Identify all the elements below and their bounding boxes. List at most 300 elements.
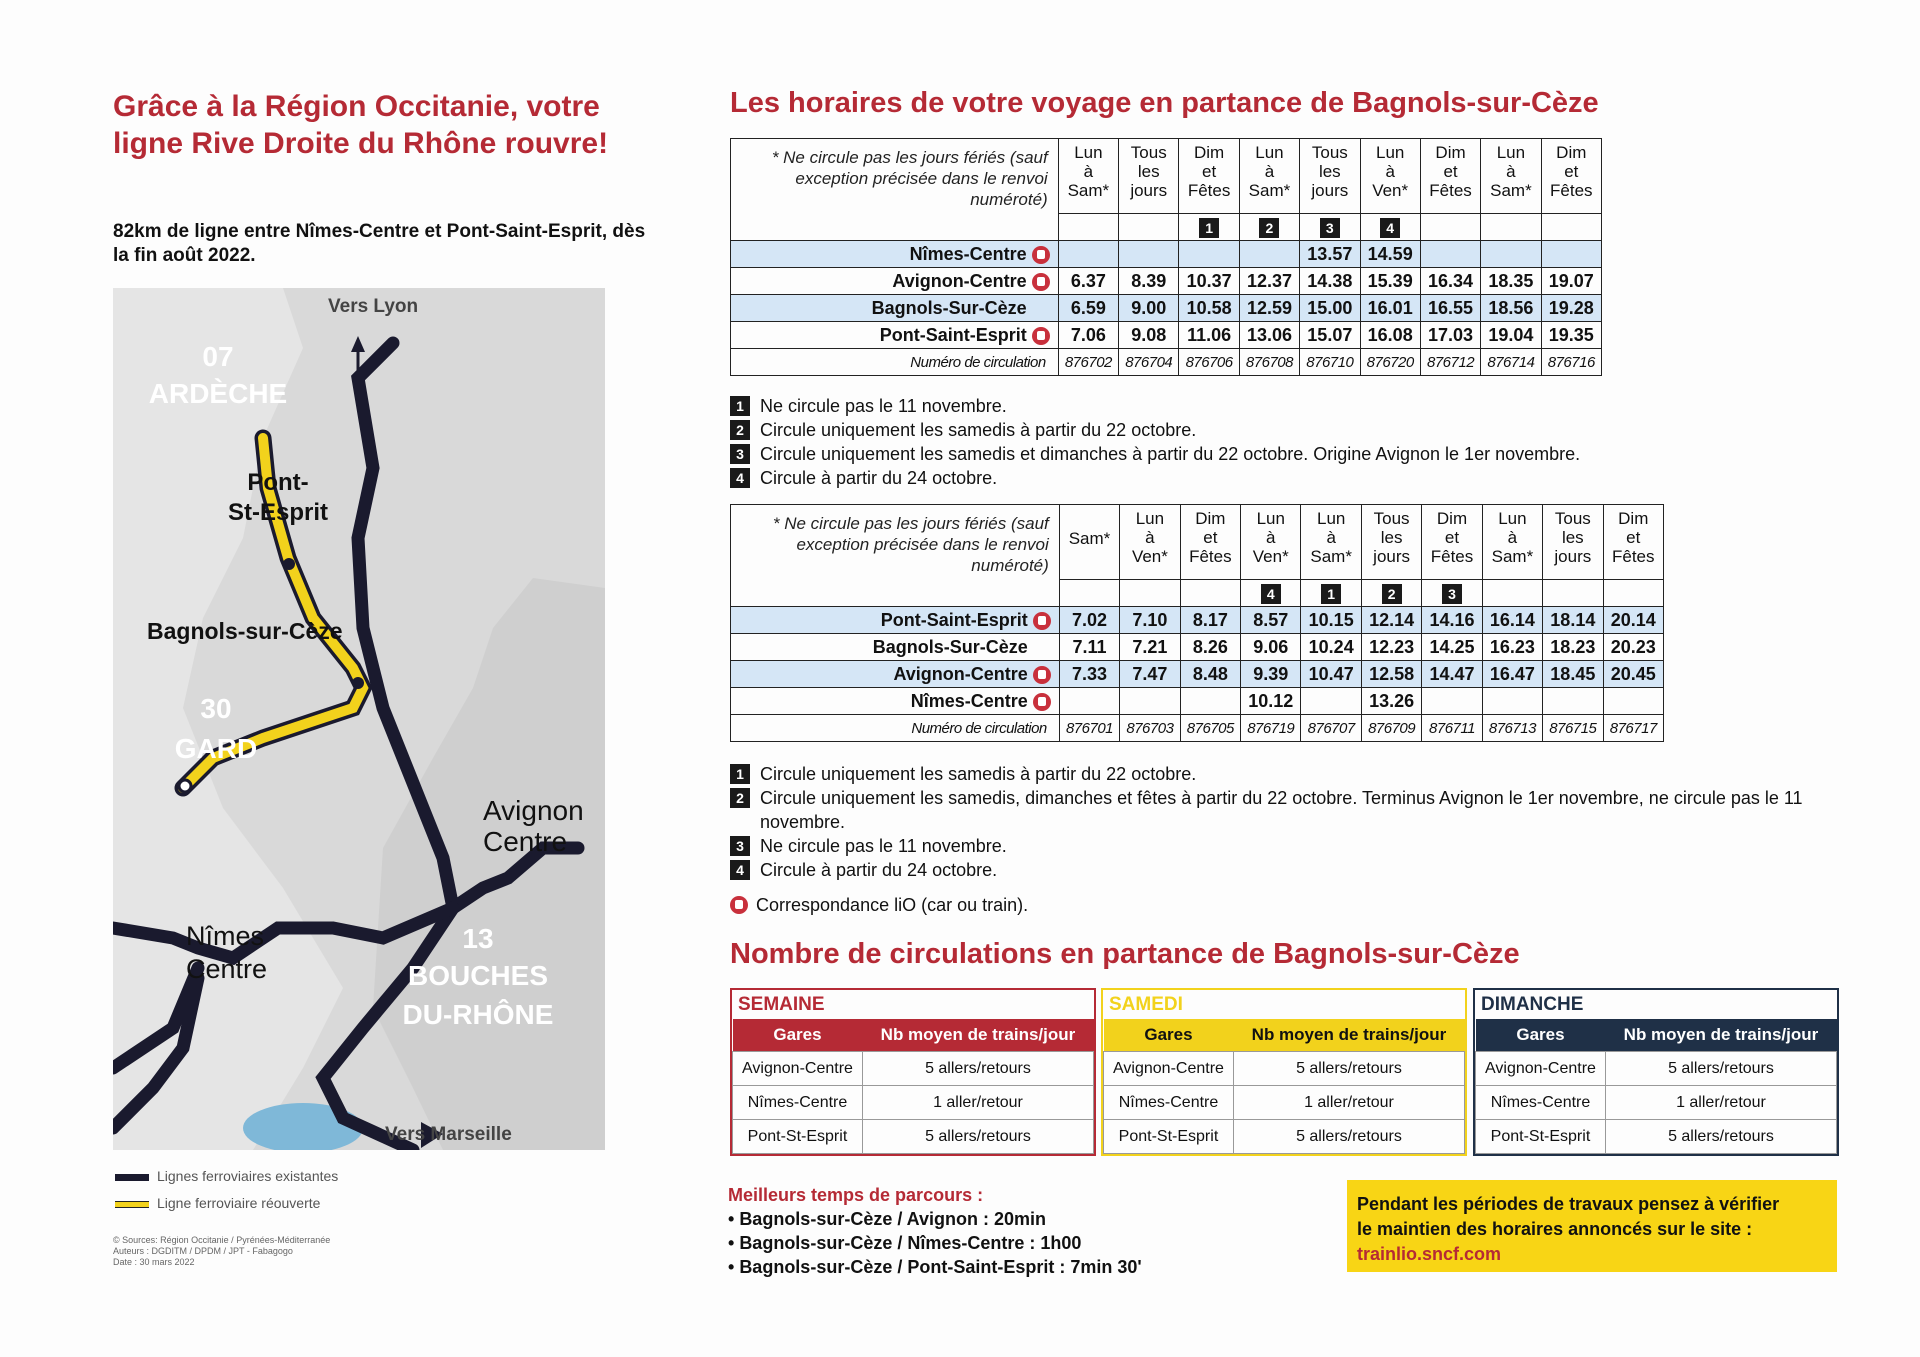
best-time-item: • Bagnols-sur-Cèze / Avignon : 20min — [728, 1209, 1047, 1229]
box-cell: Nîmes-Centre — [1104, 1086, 1234, 1120]
box-cell: 5 allers/retours — [1233, 1120, 1464, 1154]
circulation-number: 876711 — [1422, 715, 1482, 742]
footnote — [730, 834, 1830, 858]
left-subtitle: 82km de ligne entre Nîmes-Centre et Pont-Saint-Esprit, dès la fin août 2022. — [113, 221, 646, 266]
day-header — [1481, 139, 1541, 214]
time-cell: 9.00 — [1119, 295, 1179, 322]
footnote-text: Circule uniquement les samedis et dimanches à partir du 22 octobre. Origine Avignon le 1er novembre. — [760, 444, 1581, 464]
footnote-mark-cell — [1422, 580, 1482, 607]
day-header-line: à — [1326, 528, 1336, 547]
footnote — [730, 466, 1830, 490]
time-cell: 12.59 — [1239, 295, 1299, 322]
works-notice — [1347, 1180, 1837, 1272]
day-header-line: jours — [1373, 547, 1411, 566]
table-row — [731, 634, 1664, 661]
ardeche-num: 07 — [202, 341, 234, 372]
timetable-1 — [730, 138, 1602, 376]
day-header-line: à — [1507, 528, 1518, 547]
day-header-line: Sam* — [1490, 181, 1532, 200]
time-cell: 20.14 — [1603, 607, 1663, 634]
bdr-label1: BOUCHES — [407, 960, 549, 991]
table-row — [731, 661, 1664, 688]
footnote-text: Circule uniquement les samedis à partir du 22 octobre. — [760, 764, 1197, 784]
legend-existing-label: Lignes ferroviaires existantes — [157, 1168, 339, 1184]
footnote-mark-cell — [1420, 214, 1480, 241]
box-cell: Pont-St-Esprit — [733, 1120, 863, 1154]
circulation-label: Numéro de circulation — [731, 715, 1060, 742]
box-cell: 5 allers/retours — [862, 1120, 1093, 1154]
day-header-line: Dim — [1618, 509, 1649, 528]
day-header-line: à — [1506, 162, 1516, 181]
time-cell: 13.57 — [1300, 241, 1360, 268]
box-title: SAMEDI — [1109, 994, 1183, 1015]
footnote-number: 3 — [730, 836, 750, 856]
time-cell: 19.28 — [1541, 295, 1601, 322]
footnote-mark-cell — [1301, 580, 1361, 607]
circulation-number: 876702 — [1058, 349, 1118, 376]
best-times — [728, 1183, 1142, 1279]
day-header-line: jours — [1130, 181, 1168, 200]
time-cell: 6.37 — [1058, 268, 1118, 295]
day-header-line: Ven* — [1252, 547, 1289, 566]
day-header-line: Fêtes — [1612, 547, 1655, 566]
time-cell: 14.59 — [1360, 241, 1420, 268]
footnote-mark-cell — [1481, 214, 1541, 241]
time-cell: 8.17 — [1180, 607, 1240, 634]
time-cell: 7.33 — [1059, 661, 1119, 688]
time-cell: 9.08 — [1119, 322, 1179, 349]
station-cell — [731, 688, 1060, 715]
footnote — [730, 762, 1830, 786]
box-col-header: Gares — [733, 1019, 863, 1052]
time-cell: 19.35 — [1541, 322, 1601, 349]
box-cell: Avignon-Centre — [1476, 1052, 1606, 1086]
time-cell — [1179, 241, 1239, 268]
pont-label2: St-Esprit — [227, 499, 329, 526]
footnotes-2 — [730, 762, 1830, 882]
day-header-line: Dim — [1195, 509, 1226, 528]
day-header-line: Sam* — [1248, 181, 1291, 200]
time-cell: 6.59 — [1058, 295, 1118, 322]
footnotes-1 — [730, 394, 1830, 490]
best-time-item: • Bagnols-sur-Cèze / Nîmes-Centre : 1h00 — [728, 1233, 1082, 1253]
station-name: Avignon-Centre — [893, 663, 1028, 684]
footnote-marker: 3 — [1442, 584, 1462, 604]
station-name: Avignon-Centre — [892, 270, 1027, 291]
day-header-line: à — [1385, 162, 1395, 181]
day-header-line: les — [1561, 528, 1584, 547]
station-name: Pont-Saint-Esprit — [879, 324, 1027, 345]
bus-icon — [1032, 327, 1050, 345]
time-cell: 18.56 — [1481, 295, 1541, 322]
footnote — [730, 786, 1830, 834]
day-header-line: Sam* — [1491, 547, 1534, 566]
footnote-number: 2 — [730, 788, 750, 808]
box-samedi — [1101, 988, 1467, 1156]
time-cell — [1420, 241, 1480, 268]
day-header-line: Lun — [1256, 509, 1285, 528]
works-notice-line2: le maintien des horaires annoncés sur le site : — [1357, 1219, 1753, 1239]
box-title: SEMAINE — [738, 994, 825, 1015]
time-cell — [1120, 688, 1180, 715]
day-header — [1239, 139, 1299, 214]
time-cell: 14.25 — [1422, 634, 1482, 661]
day-header-line: Sam* — [1310, 547, 1352, 566]
time-cell: 16.23 — [1482, 634, 1542, 661]
time-cell — [1059, 688, 1119, 715]
legend-reopened — [115, 1195, 320, 1211]
circulation-number: 876713 — [1482, 715, 1542, 742]
day-header-line: les — [1137, 162, 1160, 181]
best-times-title: Meilleurs temps de parcours : — [728, 1185, 984, 1205]
box-row — [733, 1052, 1094, 1086]
day-header — [1420, 139, 1480, 214]
footnote-marker: 2 — [1259, 218, 1279, 238]
box-cell: Avignon-Centre — [733, 1052, 863, 1086]
day-header-line: Sam* — [1067, 181, 1110, 200]
footnote-mark-cell — [1241, 580, 1301, 607]
day-header — [1300, 139, 1360, 214]
time-cell: 16.01 — [1360, 295, 1420, 322]
station-name: Bagnols-Sur-Cèze — [871, 297, 1027, 318]
box-cell: 5 allers/retours — [1233, 1052, 1464, 1086]
time-cell: 7.21 — [1120, 634, 1180, 661]
station-cell — [731, 322, 1059, 349]
time-cell: 9.06 — [1241, 634, 1301, 661]
day-header-line: à — [1264, 162, 1275, 181]
day-header-line: Fêtes — [1550, 181, 1593, 200]
table-note: * Ne circule pas les jours fériés (sauf exception précisée dans le renvoi numéroté) — [731, 505, 1060, 607]
time-cell: 15.39 — [1360, 268, 1420, 295]
time-cell — [1301, 688, 1361, 715]
time-cell: 11.06 — [1179, 322, 1239, 349]
day-header — [1120, 505, 1180, 580]
time-cell — [1119, 241, 1179, 268]
circulation-row — [731, 715, 1664, 742]
box-cell: Nîmes-Centre — [1476, 1086, 1606, 1120]
time-cell: 12.58 — [1361, 661, 1421, 688]
circulation-number: 876701 — [1059, 715, 1119, 742]
timetable-2 — [730, 504, 1664, 742]
bus-icon — [1033, 666, 1051, 684]
time-cell — [1543, 688, 1603, 715]
footnote-number: 4 — [730, 860, 750, 880]
box-cell: 1 aller/retour — [1233, 1086, 1464, 1120]
time-cell: 13.06 — [1239, 322, 1299, 349]
credit-line: Date : 30 mars 2022 — [113, 1257, 195, 1267]
day-header-line: et — [1202, 162, 1217, 181]
time-cell: 12.37 — [1239, 268, 1299, 295]
map-credits — [113, 1235, 330, 1268]
day-header-line: Ven* — [1131, 547, 1168, 566]
footnote-mark-cell — [1179, 214, 1239, 241]
footnote-marker: 4 — [1261, 584, 1281, 604]
circulation-number: 876712 — [1420, 349, 1480, 376]
box-row — [1104, 1086, 1465, 1120]
time-cell — [1058, 241, 1118, 268]
circulation-number: 876705 — [1180, 715, 1240, 742]
circulation-number: 876720 — [1360, 349, 1420, 376]
station-name: Pont-Saint-Esprit — [880, 609, 1028, 630]
box-cell: Pont-St-Esprit — [1476, 1120, 1606, 1154]
avignon-label1: Avignon — [483, 795, 584, 826]
box-row — [733, 1086, 1094, 1120]
legend-reopened-label: Ligne ferroviaire réouverte — [157, 1195, 321, 1211]
day-header-line: Sam* — [1068, 529, 1111, 548]
box-cell: 5 allers/retours — [862, 1052, 1093, 1086]
day-header-line: à — [1145, 528, 1155, 547]
time-cell: 7.11 — [1059, 634, 1119, 661]
time-cell: 17.03 — [1420, 322, 1480, 349]
legend-existing-swatch — [115, 1174, 149, 1181]
footnote-text: Ne circule pas le 11 novembre. — [760, 396, 1007, 416]
time-cell: 15.07 — [1300, 322, 1360, 349]
day-header-line: Ven* — [1372, 181, 1409, 200]
footnote-number: 1 — [730, 396, 750, 416]
day-header — [1301, 505, 1361, 580]
time-cell: 14.16 — [1422, 607, 1482, 634]
vers-marseille-label: Vers Marseille — [385, 1124, 512, 1145]
day-header-line: Tous — [1373, 509, 1410, 528]
time-cell: 14.47 — [1422, 661, 1482, 688]
footnote-mark-cell — [1360, 214, 1420, 241]
table-note: * Ne circule pas les jours fériés (sauf exception précisée dans le renvoi numéroté) — [731, 139, 1059, 241]
box-row — [1104, 1120, 1465, 1154]
time-cell: 20.45 — [1603, 661, 1663, 688]
time-cell: 16.08 — [1360, 322, 1420, 349]
day-header — [1422, 505, 1482, 580]
box-cell: Avignon-Centre — [1104, 1052, 1234, 1086]
day-header-line: Fêtes — [1187, 181, 1231, 200]
day-header-line: Fêtes — [1429, 181, 1472, 200]
time-cell: 8.48 — [1180, 661, 1240, 688]
day-header-line: et — [1564, 162, 1579, 181]
vers-lyon-label: Vers Lyon — [328, 296, 419, 317]
day-header-line: Tous — [1311, 143, 1348, 162]
footnote-marker: 1 — [1199, 218, 1219, 238]
time-cell: 16.47 — [1482, 661, 1542, 688]
bus-icon — [1032, 246, 1050, 264]
day-header — [1482, 505, 1542, 580]
table-row — [731, 688, 1664, 715]
time-cell: 13.26 — [1361, 688, 1421, 715]
day-header-line: Fêtes — [1430, 547, 1474, 566]
time-cell: 10.24 — [1301, 634, 1361, 661]
table-row — [731, 268, 1602, 295]
time-cell: 8.26 — [1180, 634, 1240, 661]
time-cell: 20.23 — [1603, 634, 1663, 661]
box-col-header: Nb moyen de trains/jour — [1605, 1019, 1836, 1052]
day-header — [1360, 139, 1420, 214]
box-col-header: Gares — [1104, 1019, 1234, 1052]
footnote-mark-cell — [1300, 214, 1360, 241]
time-cell: 7.06 — [1058, 322, 1118, 349]
nombre-title: Nombre de circulations en partance de Bagnols-sur-Cèze — [730, 938, 1520, 970]
day-header-line: Dim — [1556, 143, 1587, 162]
time-cell — [1541, 241, 1601, 268]
best-time-item: • Bagnols-sur-Cèze / Pont-Saint-Esprit : 7min 30' — [728, 1257, 1142, 1277]
box-row — [733, 1120, 1094, 1154]
circulation-number: 876708 — [1239, 349, 1299, 376]
box-row — [1476, 1052, 1837, 1086]
time-cell: 7.10 — [1120, 607, 1180, 634]
bdr-label2: DU-RHÔNE — [402, 999, 554, 1030]
circulation-number: 876716 — [1541, 349, 1601, 376]
time-cell: 12.14 — [1361, 607, 1421, 634]
footnote-mark-cell — [1058, 214, 1118, 241]
circulation-number: 876709 — [1361, 715, 1421, 742]
day-header-line: Lun — [1255, 143, 1284, 162]
circulation-number: 876719 — [1241, 715, 1301, 742]
footnote-mark-cell — [1119, 214, 1179, 241]
footnote-mark-cell — [1482, 580, 1542, 607]
box-col-header: Nb moyen de trains/jour — [1233, 1019, 1464, 1052]
nimes-label1: Nîmes — [186, 921, 265, 951]
horaires-title: Les horaires de votre voyage en partance de Bagnols-sur-Cèze — [730, 87, 1599, 119]
footnote-marker: 4 — [1380, 218, 1400, 238]
box-col-header: Gares — [1476, 1019, 1606, 1052]
day-header-line: Lun — [1496, 143, 1526, 162]
time-cell: 18.35 — [1481, 268, 1541, 295]
circulation-number: 876704 — [1119, 349, 1179, 376]
circulation-number: 876703 — [1120, 715, 1180, 742]
day-header — [1541, 139, 1601, 214]
table-row — [731, 322, 1602, 349]
bdr-num: 13 — [462, 923, 494, 954]
footnote-marker: 2 — [1382, 584, 1402, 604]
footnote-mark-cell — [1059, 580, 1119, 607]
time-cell: 16.34 — [1420, 268, 1480, 295]
box-row — [1476, 1120, 1837, 1154]
legend-reopened-swatch — [115, 1201, 149, 1208]
footnote-number: 1 — [730, 764, 750, 784]
time-cell: 15.00 — [1300, 295, 1360, 322]
time-cell: 8.39 — [1119, 268, 1179, 295]
left-title: Grâce à la Région Occitanie, votre ligne Rive Droite du Rhône rouvre! — [113, 90, 609, 160]
day-header-line: jours — [1311, 181, 1349, 200]
day-header-line: Tous — [1130, 143, 1167, 162]
avignon-label2: Centre — [483, 826, 568, 857]
footnote-text: Circule uniquement les samedis, dimanches et fêtes à partir du 22 octobre. Terminus Avignon le 1er novembre, ne circule pas le 11 novembre. — [760, 788, 1803, 832]
correspondance-text: Correspondance liO (car ou train). — [756, 895, 1029, 915]
footnote — [730, 442, 1830, 466]
station-name: Nîmes-Centre — [910, 690, 1028, 711]
day-header — [1543, 505, 1603, 580]
ardeche-label: ARDÈCHE — [148, 378, 288, 409]
day-header-line: à — [1266, 528, 1276, 547]
time-cell — [1180, 688, 1240, 715]
bus-icon — [1033, 693, 1051, 711]
station-cell — [731, 634, 1060, 661]
bagnols-station — [283, 558, 295, 570]
day-header-line: les — [1318, 162, 1341, 181]
circulation-number: 876710 — [1300, 349, 1360, 376]
footnote-mark-cell — [1603, 580, 1663, 607]
gard-num: 30 — [200, 693, 232, 724]
credit-line: © Sources: Région Occitanie / Pyrénées-Méditerranée — [113, 1235, 331, 1245]
day-header-line: et — [1443, 162, 1458, 181]
table-row — [731, 295, 1602, 322]
footnote-text: Circule à partir du 24 octobre. — [760, 860, 998, 880]
trainlio-link[interactable]: trainlio.sncf.com — [1357, 1244, 1502, 1264]
box-title: DIMANCHE — [1481, 994, 1584, 1015]
legend-existing — [115, 1168, 338, 1184]
credit-line: Auteurs : DGDITM / DPDM / JPT - Fabagogo — [113, 1246, 293, 1256]
station-cell — [731, 268, 1059, 295]
box-cell: 5 allers/retours — [1605, 1052, 1836, 1086]
footnote-marker: 3 — [1320, 218, 1340, 238]
day-header — [1180, 505, 1240, 580]
time-cell: 19.07 — [1541, 268, 1601, 295]
footnote-number: 2 — [730, 420, 750, 440]
footnote-number: 3 — [730, 444, 750, 464]
time-cell: 7.47 — [1120, 661, 1180, 688]
circulation-number: 876714 — [1481, 349, 1541, 376]
footnote-text: Circule uniquement les samedis à partir du 22 octobre. — [760, 420, 1197, 440]
day-header — [1179, 139, 1239, 214]
day-header-line: Lun — [1316, 509, 1346, 528]
station-name: Bagnols-Sur-Cèze — [872, 636, 1028, 657]
day-header — [1361, 505, 1421, 580]
day-header-line: jours — [1554, 547, 1592, 566]
time-cell — [1481, 241, 1541, 268]
circulation-number: 876706 — [1179, 349, 1239, 376]
works-notice-line1: Pendant les périodes de travaux pensez à vérifier — [1357, 1194, 1780, 1214]
time-cell: 10.47 — [1301, 661, 1361, 688]
time-cell — [1239, 241, 1299, 268]
circulation-number: 876707 — [1301, 715, 1361, 742]
day-header — [1058, 139, 1118, 214]
time-cell: 14.38 — [1300, 268, 1360, 295]
circulation-row — [731, 349, 1602, 376]
box-dimanche — [1473, 988, 1839, 1156]
footnote — [730, 394, 1830, 418]
time-cell: 19.04 — [1481, 322, 1541, 349]
day-header-line: et — [1626, 528, 1641, 547]
footnote-mark-cell — [1239, 214, 1299, 241]
box-col-header: Nb moyen de trains/jour — [862, 1019, 1093, 1052]
day-header — [1059, 505, 1119, 580]
day-header-line: Dim — [1435, 143, 1466, 162]
time-cell: 10.58 — [1179, 295, 1239, 322]
correspondance-note — [730, 893, 1830, 917]
bus-icon — [1032, 273, 1050, 291]
time-cell — [1603, 688, 1663, 715]
box-row — [1104, 1052, 1465, 1086]
day-header-line: Lun — [1375, 143, 1405, 162]
day-header-line: les — [1380, 528, 1403, 547]
station-cell — [731, 607, 1060, 634]
time-cell — [1422, 688, 1482, 715]
time-cell: 18.45 — [1543, 661, 1603, 688]
day-header-line: Lun — [1135, 509, 1165, 528]
line-map — [113, 288, 605, 1150]
bagnols-label: Bagnols-sur-Cèze — [147, 618, 343, 644]
gard-label: GARD — [174, 733, 258, 764]
time-cell — [1482, 688, 1542, 715]
footnote — [730, 418, 1830, 442]
box-semaine — [730, 988, 1096, 1156]
day-header — [1603, 505, 1663, 580]
day-header-line: Dim — [1436, 509, 1468, 528]
footnote-mark-cell — [1543, 580, 1603, 607]
footnote-mark-cell — [1180, 580, 1240, 607]
time-cell: 10.12 — [1241, 688, 1301, 715]
circulation-label: Numéro de circulation — [731, 349, 1059, 376]
day-header-line: à — [1083, 162, 1094, 181]
day-header-line: Dim — [1193, 143, 1225, 162]
day-header-line: Fêtes — [1189, 547, 1232, 566]
